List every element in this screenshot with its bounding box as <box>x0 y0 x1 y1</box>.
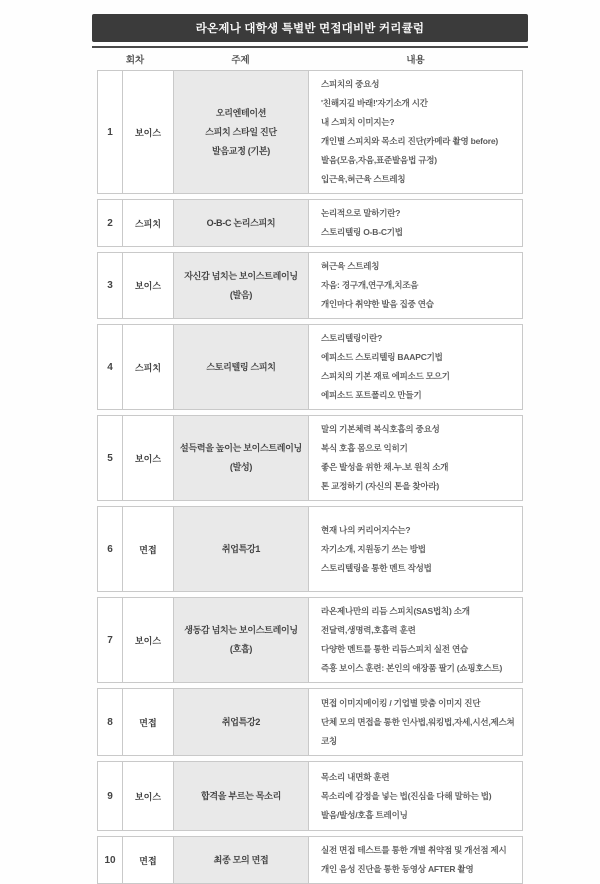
session-category-cell: 보이스 <box>123 598 174 682</box>
table-header-row <box>97 48 523 70</box>
content-line: 내 스피치 이미지는? <box>321 117 395 127</box>
topic-line: 발음교정 (기본) <box>212 145 270 156</box>
content-line: 말의 기본체력 복식호흡의 중요성 <box>321 424 440 434</box>
session-content-cell <box>309 507 522 591</box>
table-row <box>97 415 523 501</box>
content-line: 개인 음성 진단을 통한 동영상 AFTER 촬영 <box>321 864 474 874</box>
content-line: 실전 면접 테스트를 통한 개별 취약점 및 개선점 제시 <box>321 845 507 855</box>
content-line: 즉흥 보이스 훈련: 본인의 애장품 팔기 (쇼핑호스트) <box>321 663 503 673</box>
content-line: 입근육,혀근육 스트레칭 <box>321 174 406 184</box>
page-title: 라온제나 대학생 특별반 면접대비반 커리큘럼 <box>195 23 425 35</box>
session-category-cell: 스피치 <box>123 325 174 409</box>
session-content-cell <box>309 325 522 409</box>
session-topic-cell <box>174 325 309 409</box>
content-line: 면접 이미지메이킹 / 기업별 맞춤 이미지 진단 <box>321 697 481 708</box>
session-content-cell <box>309 200 522 246</box>
topic-line: 취업특강1 <box>221 543 261 554</box>
table-row <box>97 597 523 683</box>
content-line: 에피소드 포트폴리오 만들기 <box>321 390 422 400</box>
session-number-cell: 2 <box>98 200 123 246</box>
content-line: 발음/발성/호흡 트레이닝 <box>321 809 408 820</box>
session-category-cell: 스피치 <box>123 200 174 246</box>
table-row <box>97 199 523 247</box>
topic-line: 최종 모의 면접 <box>213 854 269 865</box>
content-line: 톤 교정하기 (자신의 톤을 찾아라) <box>321 481 440 491</box>
session-number-cell: 5 <box>98 416 123 500</box>
session-category-cell: 보이스 <box>123 253 174 318</box>
session-content-cell <box>309 253 522 318</box>
column-header-content: 내용 <box>406 55 425 66</box>
content-line: 좋은 발성을 위한 채.누.보 원칙 소개 <box>321 462 449 472</box>
curriculum-table <box>97 48 523 884</box>
session-content-cell <box>309 837 522 883</box>
content-line: 스피치의 기본 재료 에피소드 모으기 <box>321 371 450 381</box>
curriculum-document <box>92 14 528 884</box>
session-number-cell: 1 <box>98 71 123 193</box>
content-line: 자음: 경구개,연구개,치조음 <box>321 280 419 290</box>
table-body <box>97 70 523 884</box>
session-topic-cell <box>174 416 309 500</box>
content-line: 에피소드 스토리텔링 BAAPC기법 <box>321 352 443 362</box>
table-row <box>97 70 523 194</box>
table-row <box>97 252 523 319</box>
session-number-cell: 4 <box>98 325 123 409</box>
session-number-cell: 10 <box>98 837 123 883</box>
session-content-cell <box>309 71 522 193</box>
session-content-cell <box>309 598 522 682</box>
content-line: 논리적으로 말하기란? <box>321 208 401 218</box>
session-category-cell: 보이스 <box>123 416 174 500</box>
session-category-cell: 면접 <box>123 507 174 591</box>
title-bar <box>92 14 528 42</box>
session-topic-cell <box>174 71 309 193</box>
column-header-topic: 주제 <box>231 55 250 66</box>
session-topic-cell <box>174 598 309 682</box>
session-category-cell: 보이스 <box>123 71 174 193</box>
session-number-cell: 6 <box>98 507 123 591</box>
column-header-session: 회차 <box>125 55 145 66</box>
content-line: 개인마다 취약한 발음 집중 연습 <box>321 299 434 309</box>
session-content-cell <box>309 416 522 500</box>
table-row <box>97 688 523 756</box>
topic-line: 생동감 넘치는 보이스트레이닝 (호흡) <box>184 625 298 654</box>
table-row <box>97 836 523 884</box>
session-number-cell: 8 <box>98 689 123 755</box>
content-line: 목소리에 감정을 넣는 법(진심을 다해 말하는 법) <box>321 790 492 801</box>
content-line: 발음(모음,자음,표준발음법 규정) <box>321 155 437 165</box>
session-topic-cell <box>174 253 309 318</box>
content-line: 개인별 스피치와 목소리 진단(카메라 촬영 before) <box>321 136 499 146</box>
table-row <box>97 506 523 592</box>
content-line: 전달력,생명력,호흡력 훈련 <box>321 625 416 635</box>
content-line: 라온제나만의 리듬 스피치(SAS법칙) 소개 <box>321 606 470 616</box>
session-content-cell <box>309 762 522 830</box>
table-row <box>97 324 523 410</box>
session-topic-cell <box>174 689 309 755</box>
session-number-cell: 3 <box>98 253 123 318</box>
content-line: 스토리텔링을 통한 멘트 작성법 <box>321 562 432 573</box>
content-line: 혀근육 스트레칭 <box>321 261 380 271</box>
session-topic-cell <box>174 200 309 246</box>
content-line: '친해지길 바래!'자기소개 시간 <box>321 98 428 108</box>
content-line: 스토리텔링 O-B-C기법 <box>321 227 403 237</box>
content-line: 스피치의 중요성 <box>321 79 380 89</box>
session-content-cell <box>309 689 522 755</box>
content-line: 복식 호흡 몸으로 익히기 <box>321 443 408 453</box>
content-line: 다양한 멘트를 통한 리듬스피치 실전 연습 <box>321 644 468 654</box>
topic-line: 오리엔테이션 <box>215 107 267 118</box>
content-line: 현재 나의 커리어지수는? <box>321 524 411 535</box>
session-category-cell: 면접 <box>123 689 174 755</box>
content-line: 자기소개, 지원동기 쓰는 방법 <box>321 543 426 554</box>
session-topic-cell <box>174 762 309 830</box>
content-line: 스토리텔링이란? <box>321 333 383 343</box>
topic-line: O-B-C 논리스피치 <box>206 217 276 228</box>
session-number-cell: 9 <box>98 762 123 830</box>
topic-line: 취업특강2 <box>221 716 261 727</box>
table-row <box>97 761 523 831</box>
topic-line: 자신감 넘치는 보이스트레이닝(발음) <box>184 270 298 300</box>
session-topic-cell <box>174 507 309 591</box>
content-line: 목소리 내면화 훈련 <box>321 771 390 782</box>
content-line: 단체 모의 면접을 통한 인사법,워킹법,자세,시선,제스쳐 코칭 <box>321 716 515 746</box>
session-category-cell: 면접 <box>123 837 174 883</box>
topic-line: 스피치 스타일 진단 <box>205 126 277 137</box>
topic-line: 스토리텔링 스피치 <box>206 361 276 372</box>
topic-line: 설득력을 높이는 보이스트레이닝(발성) <box>180 443 302 472</box>
topic-line: 합격을 부르는 목소리 <box>201 790 281 801</box>
session-number-cell: 7 <box>98 598 123 682</box>
session-category-cell: 보이스 <box>123 762 174 830</box>
session-topic-cell <box>174 837 309 883</box>
